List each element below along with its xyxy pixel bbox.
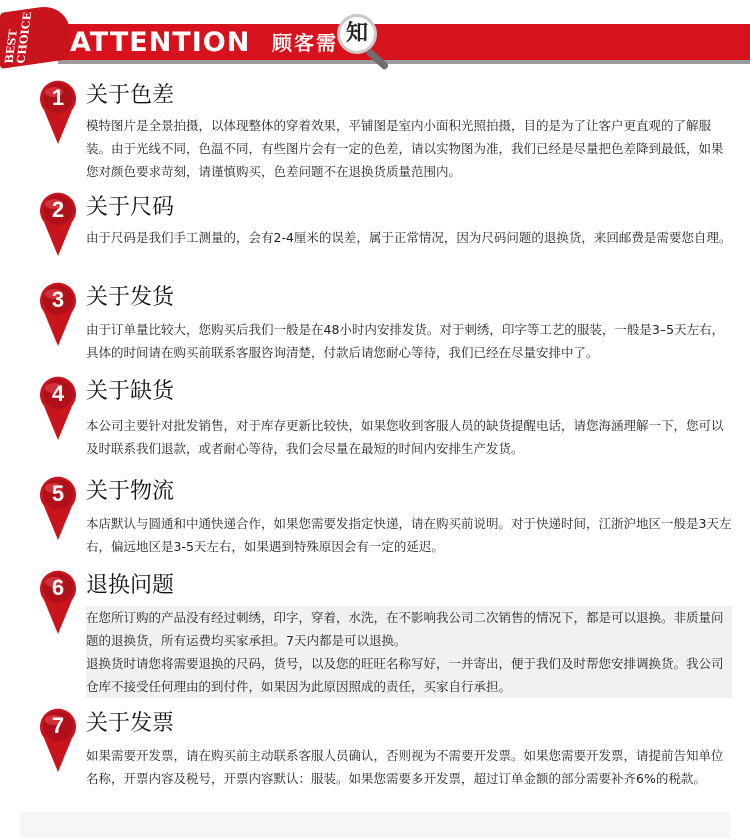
section-invoice — [0, 708, 750, 813]
section-title: 退换问题 — [86, 573, 175, 598]
magnifier-glyph: 知 — [345, 20, 368, 46]
section-paragraph: 如果需要开发票，请在购买前主动联系客服人员确认，否则视为不需要开发票。如果您需要开发票，请提前告知单位名称，开票内容及税号，开票内容默认：服装。如果您需要多开发票，超过订单金额的部分需要补齐6%的税款。 — [86, 748, 724, 786]
magnifier-handle — [365, 48, 389, 71]
number-pin-icon — [38, 192, 78, 258]
section-paragraph: 本公司主要针对批发销售，对于库存更新比较快，如果您收到客服人员的缺货提醒电话，请您海涵理解一下，您可以及时联系我们退款，或者耐心等待，我们会尽量在最短的时间内安排生产发货。 — [86, 418, 724, 456]
section-body — [86, 226, 732, 249]
number-pin-icon — [38, 570, 78, 636]
section-paragraph: 退换货时请您将需要退换的尺码，货号，以及您的旺旺名称写好，一并寄出，便于我们及时帮您安排调换货。我公司仓库不接受任何理由的到付件，如果因为此原因照成的责任，买家自行承担。 — [86, 656, 724, 694]
section-body — [86, 512, 732, 558]
best-choice-badge — [0, 3, 70, 69]
number-pin-icon — [38, 282, 78, 348]
bottom-strip — [20, 812, 730, 838]
section-title: 关于缺货 — [86, 379, 175, 404]
section-size — [0, 192, 750, 272]
section-paragraph: 在您所订购的产品没有经过刺绣，印字，穿着，水洗，在不影响我公司二次销售的情况下，都是可以退换。非质量问题的退换货，所有运费均买家承担。7天内都是可以退换。 — [86, 610, 724, 648]
attention-header — [0, 0, 750, 70]
section-number: 5 — [51, 481, 65, 506]
section-paragraph: 由于尺码是我们手工测量的，会有2-4厘米的误差，属于正常情况，因为尺码问题的退换货，来回邮费是需要您自理。 — [86, 230, 732, 245]
section-number: 6 — [51, 575, 65, 600]
magnifier-icon — [337, 14, 387, 64]
section-title: 关于发货 — [86, 285, 175, 310]
badge-text: BEST CHOICE — [2, 11, 35, 64]
section-title: 关于色差 — [86, 83, 175, 108]
section-number: 1 — [51, 85, 65, 110]
section-title: 关于物流 — [86, 479, 175, 504]
section-color-difference — [0, 80, 750, 180]
section-number: 3 — [51, 287, 65, 312]
section-returns — [0, 570, 750, 700]
section-body — [86, 318, 732, 364]
section-logistics — [0, 476, 750, 561]
section-shipping — [0, 282, 750, 367]
section-number: 7 — [51, 713, 65, 738]
section-paragraph: 本店默认与圆通和中通快递合作，如果您需要发指定快递，请在购买前说明。对于快递时间，江浙沪地区一般是3天左右，偏远地区是3-5天左右，如果遇到特殊原因会有一定的延迟。 — [86, 516, 732, 554]
section-out-of-stock — [0, 376, 750, 461]
number-pin-icon — [38, 376, 78, 442]
title-customer-notice: 顾客需 — [272, 31, 338, 55]
number-pin-icon — [38, 80, 78, 146]
section-paragraph: 模特图片是全景拍摄，以体现整体的穿着效果，平铺图是室内小面积光照拍摄，目的是为了让客户更直观的了解服装。由于光线不同，色温不同，有些图片会有一定的色差，请以实物图为准，我们已经是尽量把色差降到最低，如果您对颜色要求苛刻，请谨慎购买，色差问题不在退换货质量范围内。 — [86, 118, 724, 179]
section-body — [86, 114, 732, 183]
section-body — [86, 744, 732, 790]
section-number: 2 — [51, 197, 65, 222]
section-number: 4 — [51, 381, 65, 406]
number-pin-icon — [38, 476, 78, 542]
number-pin-icon — [38, 708, 78, 774]
section-title: 关于发票 — [86, 711, 175, 736]
section-body — [86, 606, 732, 698]
section-title: 关于尺码 — [86, 195, 175, 220]
title-attention: ATTENTION — [70, 27, 251, 58]
section-paragraph: 由于订单量比较大，您购买后我们一般是在48小时内安排发货。对于刺绣，印字等工艺的服装，一般是3–5天左右，具体的时间请在购买前联系客服咨询清楚，付款后请您耐心等待，我们已经在尽量安排中了。 — [86, 322, 725, 360]
section-body — [86, 414, 732, 460]
